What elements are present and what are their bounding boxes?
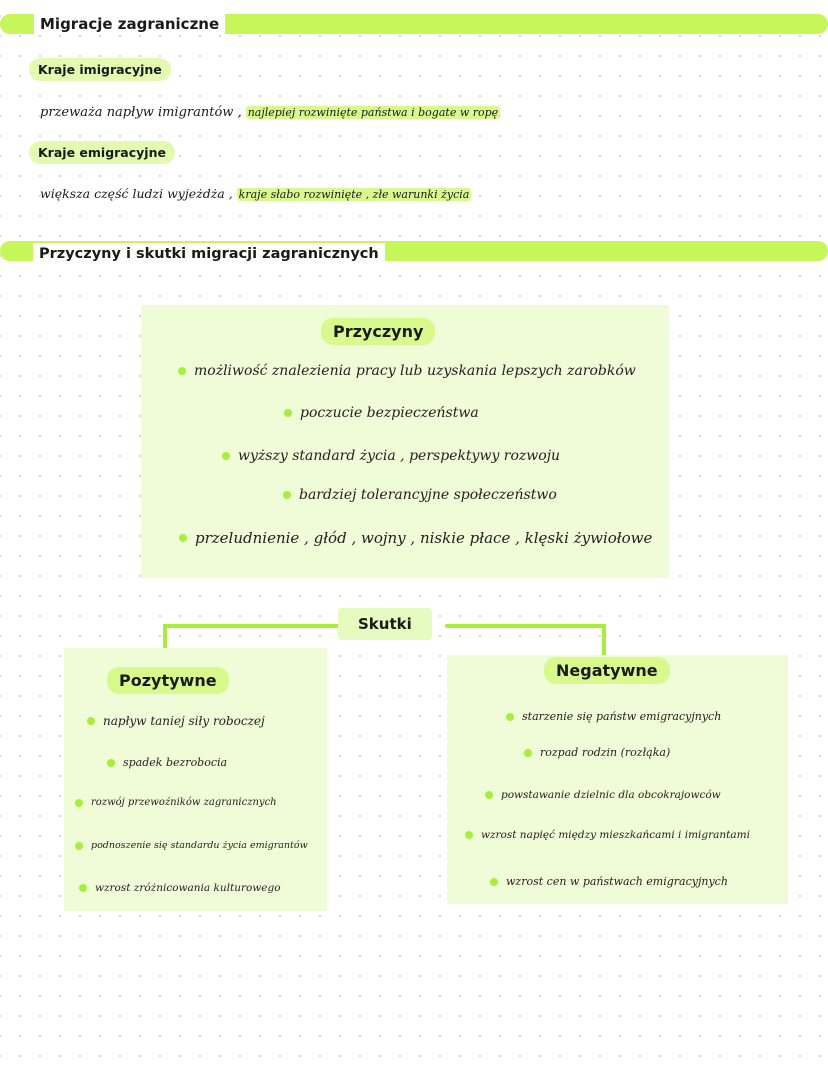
immigration-text: przeważa napływ imigrantów ,: [40, 105, 242, 120]
reasons-box: [141, 305, 669, 578]
bullet-dot: [222, 452, 230, 460]
reasons-item: [179, 529, 652, 547]
negative-item-text: powstawanie dzielnic dla obcokrajowców: [501, 789, 721, 801]
reasons-item-text: wyższy standard życia , perspektywy rozwoju: [238, 448, 561, 464]
section2-title: Przyczyny i skutki migracji zagranicznych: [33, 243, 385, 265]
positive-item: [107, 756, 227, 769]
positive-item-text: rozwój przewoźników zagranicznych: [91, 797, 277, 808]
effects-title: Skutki: [338, 608, 432, 640]
reasons-item: [222, 448, 560, 464]
bullet-dot: [87, 717, 95, 725]
bullet-dot: [75, 842, 83, 850]
reasons-item-text: przeludnienie , głód , wojny , niskie płace , klęski żywiołowe: [195, 529, 653, 547]
negative-item: [485, 789, 721, 801]
bullet-dot: [506, 713, 514, 721]
bullet-dot: [485, 791, 493, 799]
reasons-item-text: bardziej tolerancyjne społeczeństwo: [299, 487, 557, 503]
positive-item: [75, 840, 308, 851]
positive-title: Pozytywne: [107, 667, 229, 694]
positive-item: [75, 797, 277, 808]
positive-item: [87, 714, 265, 728]
reasons-item: [178, 363, 636, 379]
bullet-dot: [179, 534, 187, 542]
negative-effects-box: [447, 655, 788, 904]
negative-item-text: rozpad rodzin (rozłąka): [540, 746, 671, 759]
emigration-text: większa część ludzi wyjeżdża ,: [40, 186, 233, 201]
immigration-description: [40, 103, 500, 122]
immigration-label: Kraje imigracyjne: [29, 58, 171, 81]
negative-item-text: wzrost napięć między mieszkańcami i imigrantami: [481, 829, 750, 841]
section1-title: Migracje zagraniczne: [34, 13, 225, 35]
negative-item: [465, 829, 750, 841]
reasons-item: [284, 405, 479, 421]
bullet-dot: [75, 799, 83, 807]
negative-item: [490, 875, 728, 888]
bullet-dot: [465, 831, 473, 839]
reasons-item: [283, 487, 557, 503]
emigration-label: Kraje emigracyjne: [29, 141, 175, 164]
bullet-dot: [490, 878, 498, 886]
bullet-dot: [178, 367, 186, 375]
negative-item-text: wzrost cen w państwach emigracyjnych: [506, 875, 728, 888]
immigration-highlight: najlepiej rozwinięte państwa i bogate w ropę: [247, 106, 499, 119]
negative-item: [524, 746, 670, 759]
positive-item-text: podnoszenie się standardu życia emigrantów: [91, 840, 308, 851]
emigration-highlight: kraje słabo rozwinięte , złe warunki życia: [238, 188, 470, 201]
negative-title: Negatywne: [544, 657, 670, 684]
positive-item: [79, 882, 281, 894]
positive-item-text: wzrost zróżnicowania kulturowego: [95, 882, 281, 894]
positive-item-text: napływ taniej siły roboczej: [103, 714, 265, 728]
reasons-item-text: możliwość znalezienia pracy lub uzyskania lepszych zarobków: [194, 363, 636, 379]
negative-item: [506, 710, 721, 723]
positive-effects-box: [64, 648, 327, 911]
bullet-dot: [79, 884, 87, 892]
bullet-dot: [524, 749, 532, 757]
bullet-dot: [283, 491, 291, 499]
positive-item-text: spadek bezrobocia: [123, 756, 228, 769]
negative-item-text: starzenie się państw emigracyjnych: [522, 710, 722, 723]
reasons-title: Przyczyny: [321, 318, 435, 345]
bullet-dot: [107, 759, 115, 767]
bullet-dot: [284, 409, 292, 417]
reasons-item-text: poczucie bezpieczeństwa: [300, 405, 479, 421]
emigration-description: [40, 185, 471, 204]
